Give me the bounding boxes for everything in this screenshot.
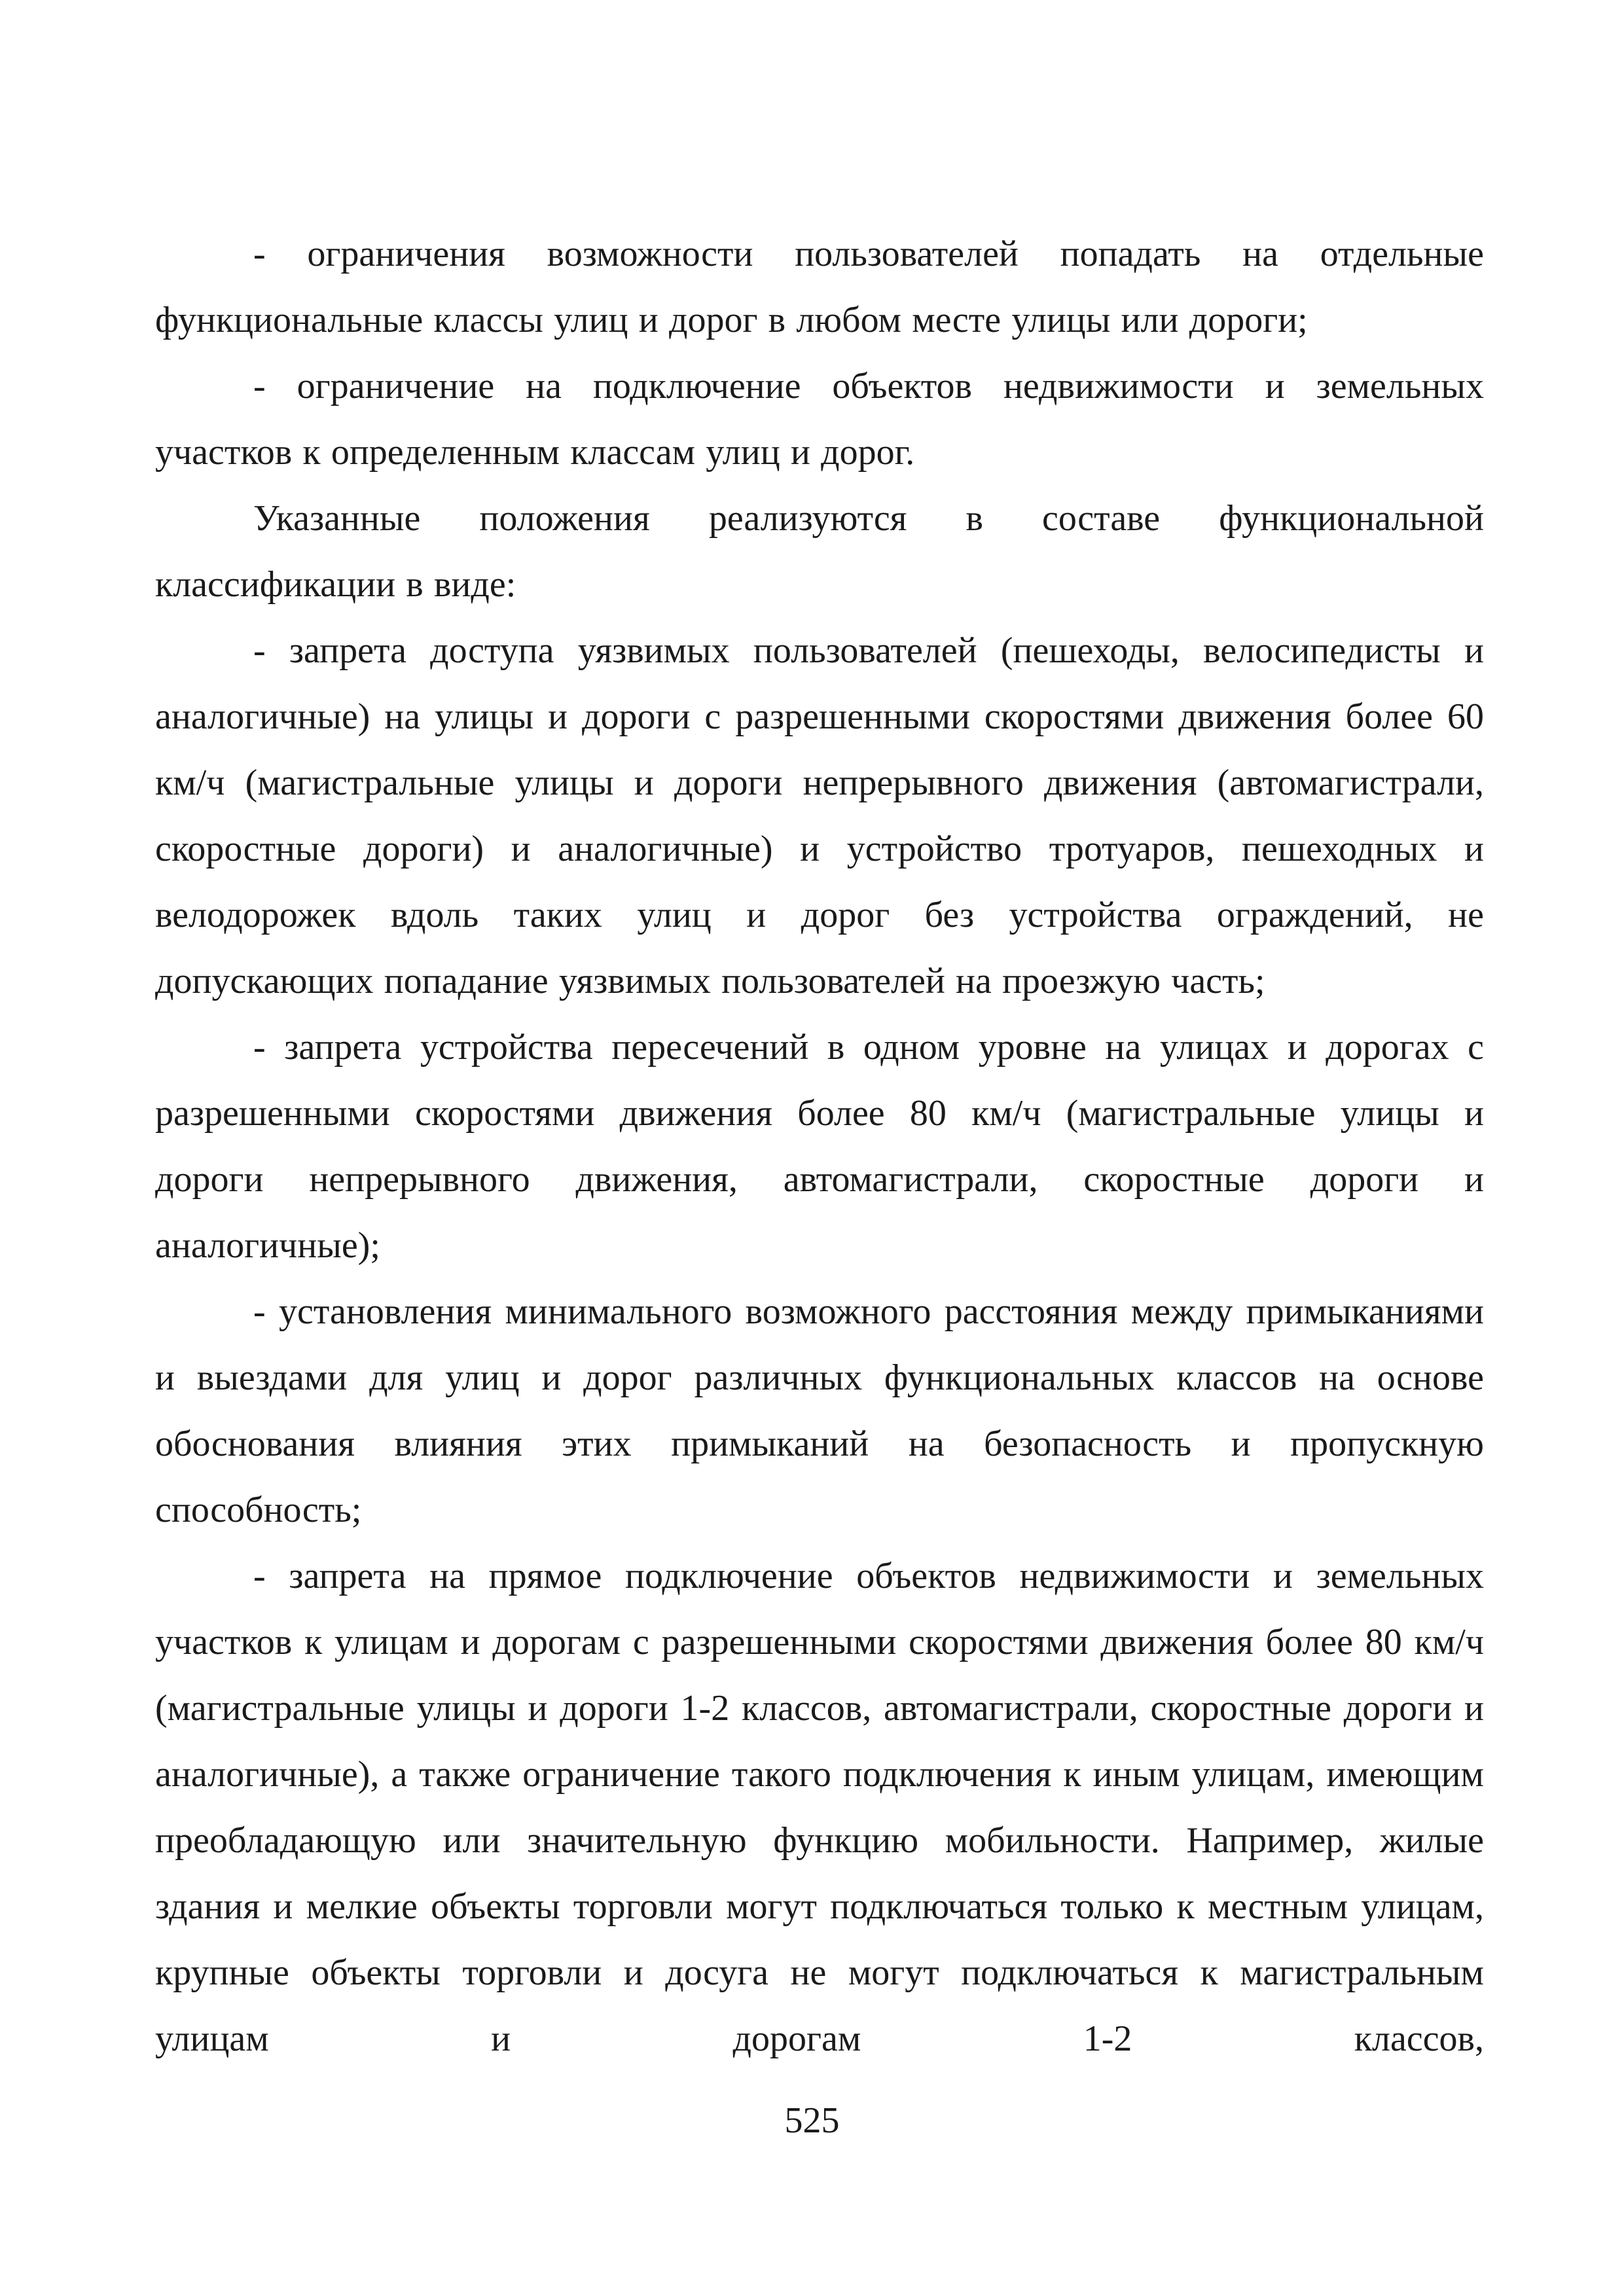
- page-number: 525: [784, 2100, 840, 2141]
- body-text: [155, 221, 1484, 2072]
- paragraph-direct-connection-ban: - запрета на прямое подключение объектов недвижимости и земельных участков к улицам и дорогам с разрешенными скоростями движения более 80 км/ч (магистральные улицы и дороги 1-2 классов, автомагистрали, скоростные дороги и аналогичные), а также ограничение такого подключения к иным улицам, имеющим преобладающую или значительную функцию мобильности. Например, жилые здания и мелкие объекты торговли могут подключаться только к местным улицам, крупные объекты торговли и досуга не могут подключаться к магистральным улицам и дорогам 1-2 классов,: [155, 1556, 1484, 2059]
- paragraph-intersection-ban: - запрета устройства пересечений в одном уровне на улицах и дорогах с разрешенными скоростями движения более 80 км/ч (магистральные улицы и дороги непрерывного движения, автомагистрали, скоростные дороги и аналогичные);: [155, 1027, 1484, 1266]
- paragraph-min-distance: - установления минимального возможного расстояния между примыканиями и выездами для улиц и дорог различных функциональных классов на основе обоснования влияния этих примыканий на безопасность и пропускную способность;: [155, 1291, 1484, 1530]
- paragraph-provisions-intro: Указанные положения реализуются в составе функциональной классификации в виде:: [155, 498, 1484, 605]
- paragraph-vulnerable-users-ban: - запрета доступа уязвимых пользователей (пешеходы, велосипедисты и аналогичные) на улицы и дороги с разрешенными скоростями движения более 60 км/ч (магистральные улицы и дороги непрерывного движения (автомагистрали, скоростные дороги) и аналогичные) и устройство тротуаров, пешеходных и велодорожек вдоль таких улиц и дорог без устройства ограждений, не допускающих попадание уязвимых пользователей на проезжую часть;: [155, 630, 1484, 1001]
- paragraph-access-restriction: - ограничения возможности пользователей попадать на отдельные функциональные классы улиц и дорог в любом месте улицы или дороги;: [155, 234, 1484, 340]
- paragraph-connection-restriction: - ограничение на подключение объектов недвижимости и земельных участков к определенным классам улиц и дорог.: [155, 366, 1484, 473]
